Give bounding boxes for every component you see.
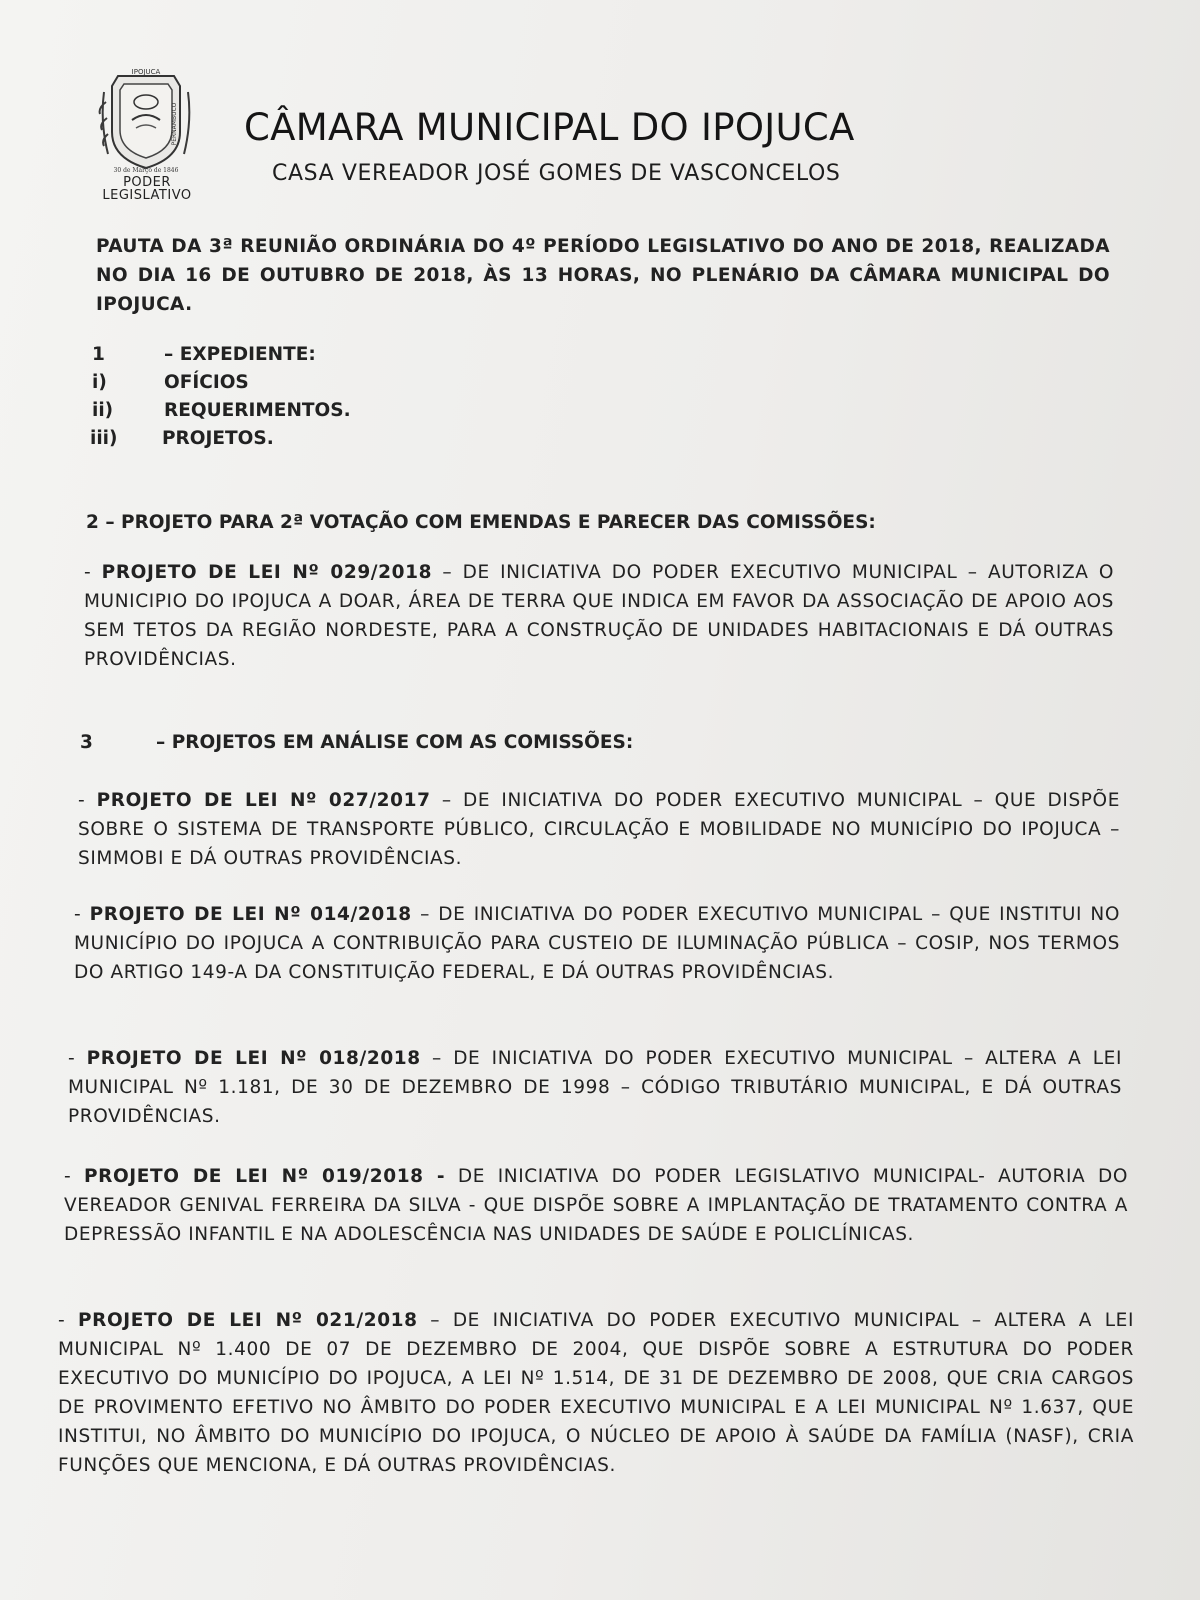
logo-text-bottom: 30 de Março de 1846: [113, 167, 179, 174]
section1-item-marker: iii): [90, 428, 118, 449]
logo-caption-line-1: PODER: [123, 175, 171, 190]
logo-caption-line-2: LEGISLATIVO: [102, 188, 192, 203]
document-subtitle: CASA VEREADOR JOSÉ GOMES DE VASCONCELOS: [272, 161, 841, 186]
project-text: – DE INICIATIVA DO PODER EXECUTIVO MUNICIPAL – ALTERA A LEI MUNICIPAL Nº 1.181, DE 30 DE DEZEMBRO DE 1998 – CÓDIGO TRIBUTÁRIO MUNICIPAL, E DÁ OUTRAS PROVIDÊNCIAS.: [68, 1048, 1122, 1127]
section1-item-label: PROJETOS.: [162, 428, 274, 449]
project-paragraph: [84, 558, 1114, 674]
project-title: PROJETO DE LEI Nº 018/2018: [86, 1048, 421, 1069]
project-paragraph: [78, 786, 1120, 873]
project-prefix: -: [78, 790, 97, 811]
logo-text-top: IPOJUCA: [131, 68, 161, 76]
section3-title: – PROJETOS EM ANÁLISE COM AS COMISSÕES:: [156, 732, 634, 753]
project-paragraph: [68, 1044, 1122, 1131]
project-prefix: -: [68, 1048, 87, 1069]
project-text: – DE INICIATIVA DO PODER EXECUTIVO MUNICIPAL – AUTORIZA O MUNICIPIO DO IPOJUCA A DOAR, ÁREA DE TERRA QUE INDICA EM FAVOR DA ASSOCIAÇÃO DE APOIO AOS SEM TETOS DA REGIÃO NORDESTE, PARA A CONSTRUÇÃO DE UNIDADES HABITACIONAIS E DÁ OUTRAS PROVIDÊNCIAS.: [84, 562, 1115, 670]
section1-item-marker: ii): [92, 400, 114, 421]
project-title: PROJETO DE LEI Nº 029/2018: [101, 562, 433, 583]
section3-number: 3: [80, 732, 93, 753]
project-text: – DE INICIATIVA DO PODER EXECUTIVO MUNICIPAL – ALTERA A LEI MUNICIPAL Nº 1.400 DE 07 DE DEZEMBRO DE 2004, QUE DISPÕE SOBRE A ESTRUTURA DO PODER EXECUTIVO DO MUNICÍPIO DO IPOJUCA, A LEI Nº 1.514, DE 31 DE DEZEMBRO DE 2008, QUE CRIA CARGOS DE PROVIMENTO EFETIVO NO ÂMBITO DO PODER EXECUTIVO MUNICIPAL E A LEI MUNICIPAL Nº 1.637, QUE INSTITUI, NO ÂMBITO DO MUNICÍPIO DO IPOJUCA, O NÚCLEO DE APOIO À SAÚDE DA FAMÍLIA (NASF), CRIA FUNÇÕES QUE MENCIONA, E DÁ OUTRAS PROVIDÊNCIAS.: [58, 1310, 1134, 1476]
project-prefix: -: [74, 904, 90, 925]
project-title: PROJETO DE LEI Nº 019/2018 -: [83, 1166, 446, 1187]
coat-of-arms-emblem: [96, 62, 196, 174]
project-prefix: -: [84, 562, 102, 583]
section1-title: – EXPEDIENTE:: [164, 344, 316, 365]
section1-item-marker: i): [92, 372, 107, 393]
project-title: PROJETO DE LEI Nº 014/2018: [89, 904, 412, 925]
agenda-intro: PAUTA DA 3ª REUNIÃO ORDINÁRIA DO 4º PERÍODO LEGISLATIVO DO ANO DE 2018, REALIZADA NO DIA 16 DE OUTUBRO DE 2018, ÀS 13 HORAS, NO PLENÁRIO DA CÂMARA MUNICIPAL DO IPOJUCA.: [96, 236, 1110, 315]
project-text: – DE INICIATIVA DO PODER EXECUTIVO MUNICIPAL – QUE INSTITUI NO MUNICÍPIO DO IPOJUCA A CONTRIBUIÇÃO PARA CUSTEIO DE ILUMINAÇÃO PÚBLICA – COSIP, NOS TERMOS DO ARTIGO 149-A DA CONSTITUIÇÃO FEDERAL, E DÁ OUTRAS PROVIDÊNCIAS.: [74, 904, 1120, 983]
project-text: – DE INICIATIVA DO PODER EXECUTIVO MUNICIPAL – QUE DISPÕE SOBRE O SISTEMA DE TRANSPORTE PÚBLICO, CIRCULAÇÃO E MOBILIDADE NO MUNICÍPIO DO IPOJUCA – SIMMOBI E DÁ OUTRAS PROVIDÊNCIAS.: [78, 790, 1120, 869]
project-title: PROJETO DE LEI Nº 021/2018: [77, 1310, 418, 1331]
document-title: CÂMARA MUNICIPAL DO IPOJUCA: [244, 106, 855, 149]
coat-of-arms-logo: [88, 62, 206, 212]
section2-heading: 2 – PROJETO PARA 2ª VOTAÇÃO COM EMENDAS E PARECER DAS COMISSÕES:: [86, 512, 876, 533]
section1-item-label: OFÍCIOS: [164, 372, 249, 393]
logo-text-side: PERNAMBUCO: [171, 102, 178, 146]
section1-item-label: REQUERIMENTOS.: [164, 400, 351, 421]
project-title: PROJETO DE LEI Nº 027/2017: [96, 790, 431, 811]
project-text: DE INICIATIVA DO PODER LEGISLATIVO MUNICIPAL- AUTORIA DO VEREADOR GENIVAL FERREIRA DA SILVA - QUE DISPÕE SOBRE A IMPLANTAÇÃO DE TRATAMENTO CONTRA A DEPRESSÃO INFANTIL E NA ADOLESCÊNCIA NAS UNIDADES DE SAÚDE E POLICLÍNICAS.: [64, 1166, 1128, 1245]
logo-caption: [88, 176, 206, 202]
project-prefix: -: [64, 1166, 84, 1187]
project-paragraph: [64, 1162, 1128, 1249]
project-paragraph: [58, 1306, 1134, 1480]
project-paragraph: [74, 900, 1120, 987]
project-prefix: -: [58, 1310, 78, 1331]
section1-number: 1: [92, 344, 105, 365]
